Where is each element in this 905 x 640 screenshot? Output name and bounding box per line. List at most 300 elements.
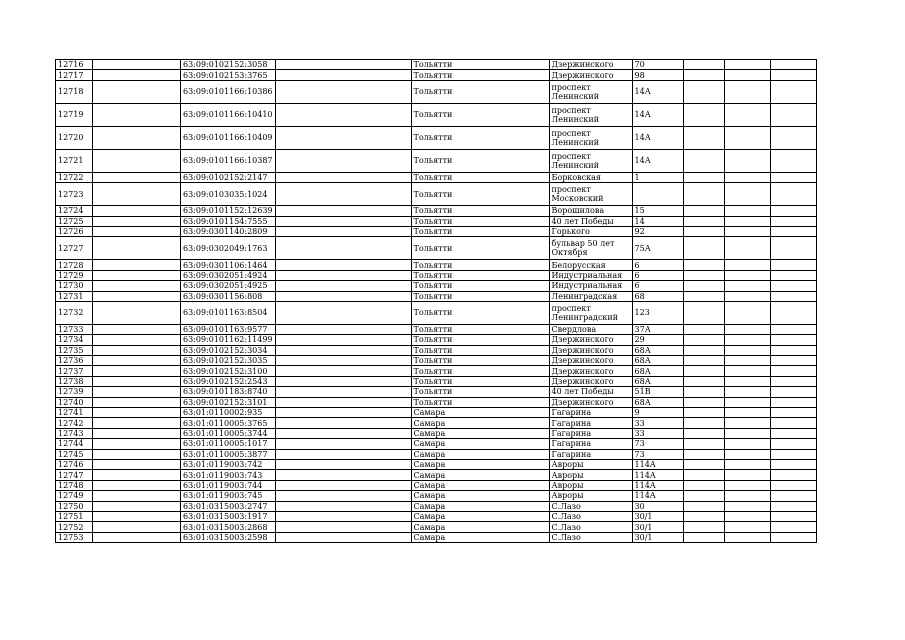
house-number-cell: 37А bbox=[632, 324, 683, 334]
blank-cell bbox=[93, 172, 181, 182]
blank-cell bbox=[275, 418, 411, 428]
house-number-cell: 114А bbox=[632, 459, 683, 469]
blank-cell bbox=[770, 480, 816, 490]
blank-cell bbox=[683, 270, 724, 280]
blank-cell bbox=[770, 324, 816, 334]
city-cell: Самара bbox=[411, 491, 549, 501]
blank-cell bbox=[724, 126, 770, 149]
blank-cell bbox=[93, 291, 181, 301]
blank-cell bbox=[724, 103, 770, 126]
blank-cell bbox=[724, 70, 770, 80]
blank-cell bbox=[683, 103, 724, 126]
blank-cell bbox=[724, 428, 770, 438]
blank-cell bbox=[93, 522, 181, 532]
row-id-cell: 12716 bbox=[56, 60, 93, 70]
row-id-cell: 12745 bbox=[56, 449, 93, 459]
house-number-cell: 14А bbox=[632, 126, 683, 149]
blank-cell bbox=[724, 80, 770, 103]
blank-cell bbox=[93, 356, 181, 366]
street-cell: Гагарина bbox=[549, 408, 632, 418]
city-cell: Тольятти bbox=[411, 237, 549, 260]
table-row bbox=[56, 532, 817, 542]
blank-cell bbox=[683, 345, 724, 355]
blank-cell bbox=[93, 260, 181, 270]
blank-cell bbox=[93, 206, 181, 216]
blank-cell bbox=[683, 126, 724, 149]
blank-cell bbox=[93, 459, 181, 469]
table-row bbox=[56, 172, 817, 182]
blank-cell bbox=[770, 387, 816, 397]
house-number-cell: 114А bbox=[632, 470, 683, 480]
street-cell: Дзержинского bbox=[549, 335, 632, 345]
row-id-cell: 12747 bbox=[56, 470, 93, 480]
row-id-cell: 12731 bbox=[56, 291, 93, 301]
blank-cell bbox=[275, 60, 411, 70]
house-number-cell: 30 bbox=[632, 501, 683, 511]
city-cell: Тольятти bbox=[411, 291, 549, 301]
house-number-cell: 30/1 bbox=[632, 532, 683, 542]
blank-cell bbox=[683, 491, 724, 501]
blank-cell bbox=[683, 281, 724, 291]
blank-cell bbox=[683, 335, 724, 345]
street-cell: Гагарина bbox=[549, 418, 632, 428]
cadastral-number-cell: 63:01:0110005:3744 bbox=[181, 428, 276, 438]
table-row bbox=[56, 270, 817, 280]
blank-cell bbox=[770, 376, 816, 386]
street-cell: С.Лазо bbox=[549, 532, 632, 542]
blank-cell bbox=[275, 366, 411, 376]
city-cell: Тольятти bbox=[411, 356, 549, 366]
row-id-cell: 12725 bbox=[56, 216, 93, 226]
table-row bbox=[56, 356, 817, 366]
blank-cell bbox=[683, 324, 724, 334]
blank-cell bbox=[93, 470, 181, 480]
row-id-cell: 12728 bbox=[56, 260, 93, 270]
blank-cell bbox=[770, 522, 816, 532]
blank-cell bbox=[275, 270, 411, 280]
blank-cell bbox=[683, 376, 724, 386]
table-row bbox=[56, 291, 817, 301]
city-cell: Самара bbox=[411, 511, 549, 521]
city-cell: Самара bbox=[411, 439, 549, 449]
house-number-cell: 114А bbox=[632, 480, 683, 490]
street-cell: проспект Ленинский bbox=[549, 126, 632, 149]
city-cell: Тольятти bbox=[411, 270, 549, 280]
blank-cell bbox=[724, 501, 770, 511]
city-cell: Самара bbox=[411, 522, 549, 532]
city-cell: Самара bbox=[411, 449, 549, 459]
blank-cell bbox=[275, 397, 411, 407]
city-cell: Тольятти bbox=[411, 126, 549, 149]
city-cell: Тольятти bbox=[411, 70, 549, 80]
cadastral-number-cell: 63:09:0302051:4924 bbox=[181, 270, 276, 280]
blank-cell bbox=[275, 237, 411, 260]
blank-cell bbox=[275, 281, 411, 291]
blank-cell bbox=[724, 216, 770, 226]
city-cell: Тольятти bbox=[411, 260, 549, 270]
blank-cell bbox=[683, 237, 724, 260]
house-number-cell: 114А bbox=[632, 491, 683, 501]
blank-cell bbox=[724, 172, 770, 182]
table-row bbox=[56, 260, 817, 270]
house-number-cell: 14А bbox=[632, 149, 683, 172]
blank-cell bbox=[93, 376, 181, 386]
table-row bbox=[56, 397, 817, 407]
blank-cell bbox=[683, 366, 724, 376]
city-cell: Самара bbox=[411, 501, 549, 511]
street-cell: проспект Ленинградский bbox=[549, 301, 632, 324]
row-id-cell: 12737 bbox=[56, 366, 93, 376]
cadastral-number-cell: 63:09:0101166:10409 bbox=[181, 126, 276, 149]
city-cell: Тольятти bbox=[411, 335, 549, 345]
blank-cell bbox=[93, 449, 181, 459]
cadastral-number-cell: 63:01:0119003:743 bbox=[181, 470, 276, 480]
blank-cell bbox=[770, 397, 816, 407]
table-row bbox=[56, 345, 817, 355]
street-cell: Авроры bbox=[549, 480, 632, 490]
blank-cell bbox=[724, 206, 770, 216]
table-row bbox=[56, 70, 817, 80]
cadastral-number-cell: 63:01:0110005:3765 bbox=[181, 418, 276, 428]
street-cell: 40 лет Победы bbox=[549, 387, 632, 397]
blank-cell bbox=[275, 126, 411, 149]
blank-cell bbox=[275, 532, 411, 542]
blank-cell bbox=[275, 501, 411, 511]
house-number-cell: 6 bbox=[632, 260, 683, 270]
row-id-cell: 12733 bbox=[56, 324, 93, 334]
blank-cell bbox=[770, 408, 816, 418]
house-number-cell: 68 bbox=[632, 291, 683, 301]
cadastral-number-cell: 63:01:0119003:744 bbox=[181, 480, 276, 490]
blank-cell bbox=[683, 206, 724, 216]
blank-cell bbox=[724, 449, 770, 459]
row-id-cell: 12732 bbox=[56, 301, 93, 324]
table-row bbox=[56, 237, 817, 260]
blank-cell bbox=[724, 226, 770, 236]
blank-cell bbox=[275, 428, 411, 438]
house-number-cell: 9 bbox=[632, 408, 683, 418]
street-cell: Дзержинского bbox=[549, 345, 632, 355]
city-cell: Тольятти bbox=[411, 206, 549, 216]
blank-cell bbox=[770, 126, 816, 149]
city-cell: Тольятти bbox=[411, 80, 549, 103]
blank-cell bbox=[93, 237, 181, 260]
blank-cell bbox=[683, 522, 724, 532]
cadastral-number-cell: 63:09:0102152:3034 bbox=[181, 345, 276, 355]
cadastral-number-cell: 63:01:0315003:2747 bbox=[181, 501, 276, 511]
blank-cell bbox=[770, 80, 816, 103]
blank-cell bbox=[724, 470, 770, 480]
blank-cell bbox=[770, 226, 816, 236]
blank-cell bbox=[724, 149, 770, 172]
blank-cell bbox=[683, 149, 724, 172]
row-id-cell: 12743 bbox=[56, 428, 93, 438]
city-cell: Тольятти bbox=[411, 60, 549, 70]
blank-cell bbox=[770, 281, 816, 291]
row-id-cell: 12730 bbox=[56, 281, 93, 291]
street-cell: Горького bbox=[549, 226, 632, 236]
blank-cell bbox=[770, 532, 816, 542]
blank-cell bbox=[724, 418, 770, 428]
row-id-cell: 12724 bbox=[56, 206, 93, 216]
table-row bbox=[56, 335, 817, 345]
blank-cell bbox=[683, 291, 724, 301]
street-cell: проспект Ленинский bbox=[549, 103, 632, 126]
city-cell: Самара bbox=[411, 480, 549, 490]
house-number-cell: 92 bbox=[632, 226, 683, 236]
house-number-cell: 15 bbox=[632, 206, 683, 216]
street-cell: Гагарина bbox=[549, 428, 632, 438]
table-row bbox=[56, 428, 817, 438]
row-id-cell: 12718 bbox=[56, 80, 93, 103]
cadastral-number-cell: 63:09:0301156:808 bbox=[181, 291, 276, 301]
row-id-cell: 12749 bbox=[56, 491, 93, 501]
blank-cell bbox=[683, 70, 724, 80]
street-cell: бульвар 50 лет Октября bbox=[549, 237, 632, 260]
blank-cell bbox=[93, 366, 181, 376]
row-id-cell: 12742 bbox=[56, 418, 93, 428]
blank-cell bbox=[275, 226, 411, 236]
table-row bbox=[56, 501, 817, 511]
house-number-cell: 68А bbox=[632, 397, 683, 407]
table-row bbox=[56, 480, 817, 490]
blank-cell bbox=[724, 345, 770, 355]
table-row bbox=[56, 149, 817, 172]
blank-cell bbox=[683, 60, 724, 70]
street-cell: проспект Ленинский bbox=[549, 149, 632, 172]
blank-cell bbox=[724, 291, 770, 301]
blank-cell bbox=[770, 216, 816, 226]
blank-cell bbox=[683, 172, 724, 182]
cadastral-number-cell: 63:01:0315003:2868 bbox=[181, 522, 276, 532]
cadastral-number-cell: 63:01:0119003:745 bbox=[181, 491, 276, 501]
house-number-cell: 33 bbox=[632, 418, 683, 428]
blank-cell bbox=[683, 260, 724, 270]
cadastral-number-cell: 63:09:0302049:1763 bbox=[181, 237, 276, 260]
cadastral-number-cell: 63:09:0101162:11499 bbox=[181, 335, 276, 345]
row-id-cell: 12739 bbox=[56, 387, 93, 397]
property-table bbox=[55, 59, 817, 543]
blank-cell bbox=[683, 80, 724, 103]
blank-cell bbox=[770, 470, 816, 480]
blank-cell bbox=[275, 511, 411, 521]
table-row bbox=[56, 387, 817, 397]
blank-cell bbox=[93, 216, 181, 226]
table-row bbox=[56, 80, 817, 103]
cadastral-number-cell: 63:09:0301140:2809 bbox=[181, 226, 276, 236]
blank-cell bbox=[93, 501, 181, 511]
row-id-cell: 12729 bbox=[56, 270, 93, 280]
street-cell: Ворошилова bbox=[549, 206, 632, 216]
street-cell: Белорусская bbox=[549, 260, 632, 270]
city-cell: Тольятти bbox=[411, 324, 549, 334]
blank-cell bbox=[275, 80, 411, 103]
cadastral-number-cell: 63:01:0110002:935 bbox=[181, 408, 276, 418]
blank-cell bbox=[683, 226, 724, 236]
city-cell: Тольятти bbox=[411, 397, 549, 407]
blank-cell bbox=[93, 60, 181, 70]
cadastral-number-cell: 63:09:0102152:3100 bbox=[181, 366, 276, 376]
city-cell: Тольятти bbox=[411, 301, 549, 324]
row-id-cell: 12752 bbox=[56, 522, 93, 532]
row-id-cell: 12726 bbox=[56, 226, 93, 236]
street-cell: Свердлова bbox=[549, 324, 632, 334]
blank-cell bbox=[275, 459, 411, 469]
house-number-cell: 30/1 bbox=[632, 511, 683, 521]
blank-cell bbox=[770, 428, 816, 438]
street-cell: Гагарина bbox=[549, 449, 632, 459]
row-id-cell: 12720 bbox=[56, 126, 93, 149]
blank-cell bbox=[93, 387, 181, 397]
blank-cell bbox=[724, 183, 770, 206]
blank-cell bbox=[275, 216, 411, 226]
blank-cell bbox=[683, 532, 724, 542]
blank-cell bbox=[683, 480, 724, 490]
city-cell: Тольятти bbox=[411, 226, 549, 236]
cadastral-number-cell: 63:09:0101166:10386 bbox=[181, 80, 276, 103]
blank-cell bbox=[724, 480, 770, 490]
street-cell: С.Лазо bbox=[549, 522, 632, 532]
table-row bbox=[56, 103, 817, 126]
house-number-cell: 68А bbox=[632, 366, 683, 376]
row-id-cell: 12753 bbox=[56, 532, 93, 542]
blank-cell bbox=[770, 70, 816, 80]
house-number-cell: 29 bbox=[632, 335, 683, 345]
house-number-cell: 6 bbox=[632, 270, 683, 280]
blank-cell bbox=[275, 356, 411, 366]
blank-cell bbox=[93, 480, 181, 490]
street-cell: 40 лет Победы bbox=[549, 216, 632, 226]
city-cell: Тольятти bbox=[411, 281, 549, 291]
blank-cell bbox=[724, 324, 770, 334]
house-number-cell bbox=[632, 183, 683, 206]
blank-cell bbox=[275, 470, 411, 480]
blank-cell bbox=[93, 183, 181, 206]
row-id-cell: 12735 bbox=[56, 345, 93, 355]
blank-cell bbox=[770, 459, 816, 469]
blank-cell bbox=[93, 149, 181, 172]
street-cell: Дзержинского bbox=[549, 356, 632, 366]
blank-cell bbox=[683, 183, 724, 206]
blank-cell bbox=[770, 449, 816, 459]
blank-cell bbox=[724, 356, 770, 366]
table-row bbox=[56, 366, 817, 376]
cadastral-number-cell: 63:09:0102152:2147 bbox=[181, 172, 276, 182]
blank-cell bbox=[770, 418, 816, 428]
street-cell: Индустриальная bbox=[549, 270, 632, 280]
blank-cell bbox=[93, 80, 181, 103]
blank-cell bbox=[93, 281, 181, 291]
table-row bbox=[56, 376, 817, 386]
cadastral-number-cell: 63:09:0102152:3035 bbox=[181, 356, 276, 366]
blank-cell bbox=[93, 408, 181, 418]
blank-cell bbox=[275, 335, 411, 345]
table-row bbox=[56, 216, 817, 226]
table-row bbox=[56, 449, 817, 459]
blank-cell bbox=[93, 226, 181, 236]
blank-cell bbox=[93, 491, 181, 501]
blank-cell bbox=[93, 428, 181, 438]
table-row bbox=[56, 418, 817, 428]
table-row bbox=[56, 226, 817, 236]
blank-cell bbox=[724, 281, 770, 291]
blank-cell bbox=[93, 345, 181, 355]
city-cell: Самара bbox=[411, 459, 549, 469]
table-row bbox=[56, 324, 817, 334]
blank-cell bbox=[724, 408, 770, 418]
house-number-cell: 51В bbox=[632, 387, 683, 397]
city-cell: Самара bbox=[411, 408, 549, 418]
blank-cell bbox=[683, 301, 724, 324]
house-number-cell: 68А bbox=[632, 356, 683, 366]
street-cell: проспект Московский bbox=[549, 183, 632, 206]
blank-cell bbox=[683, 449, 724, 459]
table-row bbox=[56, 459, 817, 469]
blank-cell bbox=[770, 60, 816, 70]
cadastral-number-cell: 63:09:0101166:10387 bbox=[181, 149, 276, 172]
street-cell: Ленинградская bbox=[549, 291, 632, 301]
cadastral-number-cell: 63:09:0101166:10410 bbox=[181, 103, 276, 126]
blank-cell bbox=[683, 418, 724, 428]
row-id-cell: 12748 bbox=[56, 480, 93, 490]
house-number-cell: 123 bbox=[632, 301, 683, 324]
city-cell: Тольятти bbox=[411, 387, 549, 397]
blank-cell bbox=[770, 345, 816, 355]
blank-cell bbox=[683, 397, 724, 407]
cadastral-number-cell: 63:09:0101154:7555 bbox=[181, 216, 276, 226]
cadastral-number-cell: 63:09:0101163:9577 bbox=[181, 324, 276, 334]
cadastral-number-cell: 63:09:0102152:3058 bbox=[181, 60, 276, 70]
table-row bbox=[56, 206, 817, 216]
row-id-cell: 12727 bbox=[56, 237, 93, 260]
blank-cell bbox=[93, 324, 181, 334]
table-row bbox=[56, 126, 817, 149]
blank-cell bbox=[275, 149, 411, 172]
row-id-cell: 12717 bbox=[56, 70, 93, 80]
blank-cell bbox=[724, 459, 770, 469]
row-id-cell: 12736 bbox=[56, 356, 93, 366]
cadastral-number-cell: 63:09:0102152:2543 bbox=[181, 376, 276, 386]
street-cell: Дзержинского bbox=[549, 397, 632, 407]
blank-cell bbox=[683, 501, 724, 511]
blank-cell bbox=[770, 335, 816, 345]
blank-cell bbox=[93, 439, 181, 449]
table-row bbox=[56, 522, 817, 532]
table-row bbox=[56, 60, 817, 70]
row-id-cell: 12722 bbox=[56, 172, 93, 182]
blank-cell bbox=[275, 183, 411, 206]
table-row bbox=[56, 408, 817, 418]
street-cell: С.Лазо bbox=[549, 501, 632, 511]
cadastral-number-cell: 63:09:0302051:4925 bbox=[181, 281, 276, 291]
city-cell: Самара bbox=[411, 470, 549, 480]
blank-cell bbox=[770, 237, 816, 260]
blank-cell bbox=[724, 301, 770, 324]
row-id-cell: 12738 bbox=[56, 376, 93, 386]
house-number-cell: 98 bbox=[632, 70, 683, 80]
row-id-cell: 12723 bbox=[56, 183, 93, 206]
blank-cell bbox=[724, 260, 770, 270]
house-number-cell: 75А bbox=[632, 237, 683, 260]
cadastral-number-cell: 63:01:0315003:1917 bbox=[181, 511, 276, 521]
row-id-cell: 12744 bbox=[56, 439, 93, 449]
city-cell: Тольятти bbox=[411, 103, 549, 126]
blank-cell bbox=[275, 408, 411, 418]
row-id-cell: 12721 bbox=[56, 149, 93, 172]
street-cell: Авроры bbox=[549, 491, 632, 501]
blank-cell bbox=[724, 532, 770, 542]
house-number-cell: 1 bbox=[632, 172, 683, 182]
